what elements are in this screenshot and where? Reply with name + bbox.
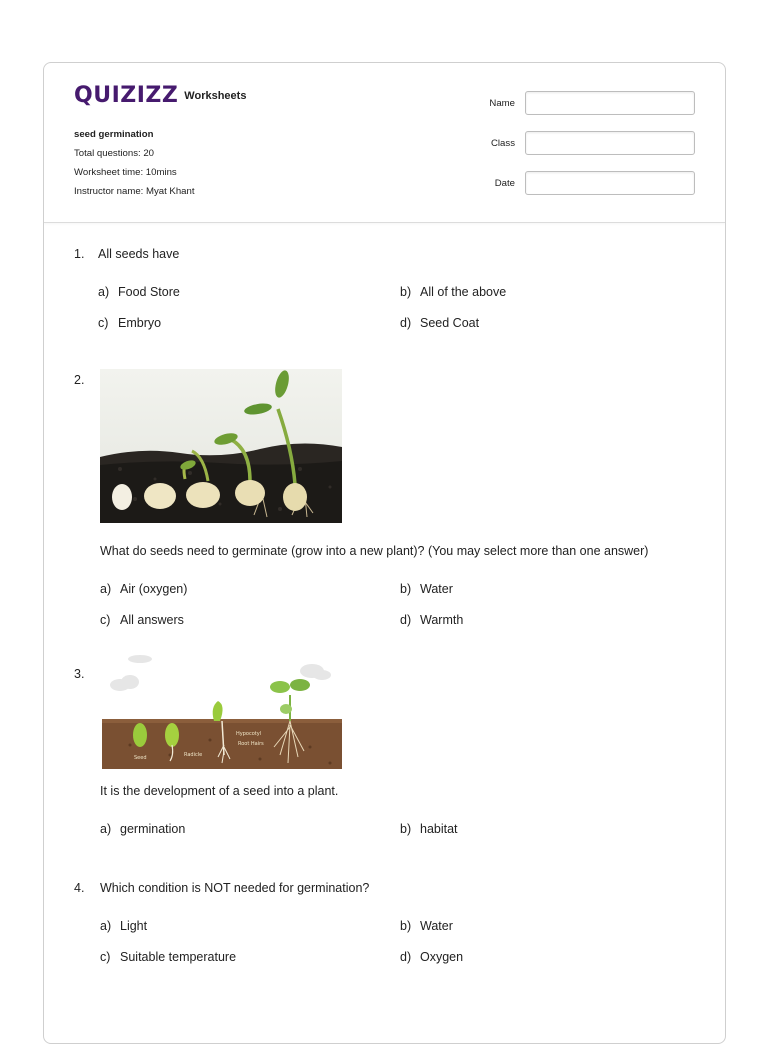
option-d <box>400 613 463 627</box>
option-letter: b) <box>400 285 412 299</box>
option-c <box>98 316 161 330</box>
option-a <box>98 285 180 299</box>
label-radicle: Radicle <box>184 752 203 758</box>
seed-germination-photo <box>100 369 342 523</box>
option-b <box>400 285 506 299</box>
option-text: Water <box>420 582 453 596</box>
option-text: Suitable temperature <box>120 950 237 964</box>
option-text: Warmth <box>420 613 464 627</box>
class-label: Class <box>491 137 515 149</box>
option-letter: a) <box>100 919 112 933</box>
option-text: Embryo <box>118 316 162 330</box>
option-a <box>100 582 187 596</box>
option-letter: c) <box>98 316 109 330</box>
label-seed: Seed <box>134 755 147 761</box>
quizizz-logo: QUIZIZZ <box>74 83 179 108</box>
option-b <box>400 582 453 596</box>
name-label: Name <box>489 97 515 109</box>
question-number: 2. <box>74 373 85 387</box>
option-text: Seed Coat <box>420 316 480 330</box>
class-input[interactable] <box>525 131 695 155</box>
option-d <box>400 950 463 964</box>
option-text: Food Store <box>118 285 180 299</box>
question-number: 3. <box>74 667 85 681</box>
worksheet-time: Worksheet time: 10mins <box>74 167 177 178</box>
option-letter: b) <box>400 919 412 933</box>
option-text: Oxygen <box>420 950 464 964</box>
option-b <box>400 919 453 933</box>
class-field-row <box>489 131 695 155</box>
option-letter: d) <box>400 950 412 964</box>
student-fields <box>489 91 695 211</box>
question-text: What do seeds need to germinate (grow into a new plant)? (You may select more than one answer) <box>100 544 649 558</box>
question-text: Which condition is NOT needed for germination? <box>100 881 370 895</box>
option-text: habitat <box>420 822 458 836</box>
germination-stages-diagram <box>100 655 344 773</box>
option-c <box>100 950 236 964</box>
option-c <box>100 613 184 627</box>
option-d <box>400 316 479 330</box>
date-input[interactable] <box>525 171 695 195</box>
option-letter: a) <box>100 822 112 836</box>
total-questions: Total questions: 20 <box>74 148 155 159</box>
option-text: All of the above <box>420 285 507 299</box>
question-number: 1. <box>74 247 85 261</box>
option-letter: c) <box>100 613 111 627</box>
option-letter: b) <box>400 582 412 596</box>
worksheet-header <box>44 63 725 223</box>
option-text: germination <box>120 822 186 836</box>
worksheet-meta <box>74 125 195 201</box>
question-text: It is the development of a seed into a plant. <box>100 784 339 798</box>
option-a <box>100 822 185 836</box>
worksheet-title: seed germination <box>74 129 154 140</box>
instructor-name: Instructor name: Myat Khant <box>74 186 195 197</box>
option-text: All answers <box>120 613 184 627</box>
label-root-hairs: Root Hairs <box>238 741 264 747</box>
option-text: Light <box>120 919 148 933</box>
worksheet-card <box>43 62 726 1044</box>
name-input[interactable] <box>525 91 695 115</box>
label-hypocotyl: Hypocotyl <box>236 731 262 737</box>
option-text: Air (oxygen) <box>120 582 188 596</box>
logo-subtitle: Worksheets <box>184 90 247 102</box>
date-label: Date <box>494 177 515 189</box>
question-text: All seeds have <box>98 247 180 261</box>
option-a <box>100 919 147 933</box>
brand <box>74 85 246 107</box>
option-letter: a) <box>98 285 110 299</box>
option-letter: b) <box>400 822 412 836</box>
date-field-row <box>489 171 695 195</box>
option-letter: a) <box>100 582 112 596</box>
option-b <box>400 822 458 836</box>
option-text: Water <box>420 919 453 933</box>
question-number: 4. <box>74 881 85 895</box>
option-letter: d) <box>400 613 412 627</box>
option-letter: c) <box>100 950 111 964</box>
name-field-row <box>489 91 695 115</box>
option-letter: d) <box>400 316 412 330</box>
